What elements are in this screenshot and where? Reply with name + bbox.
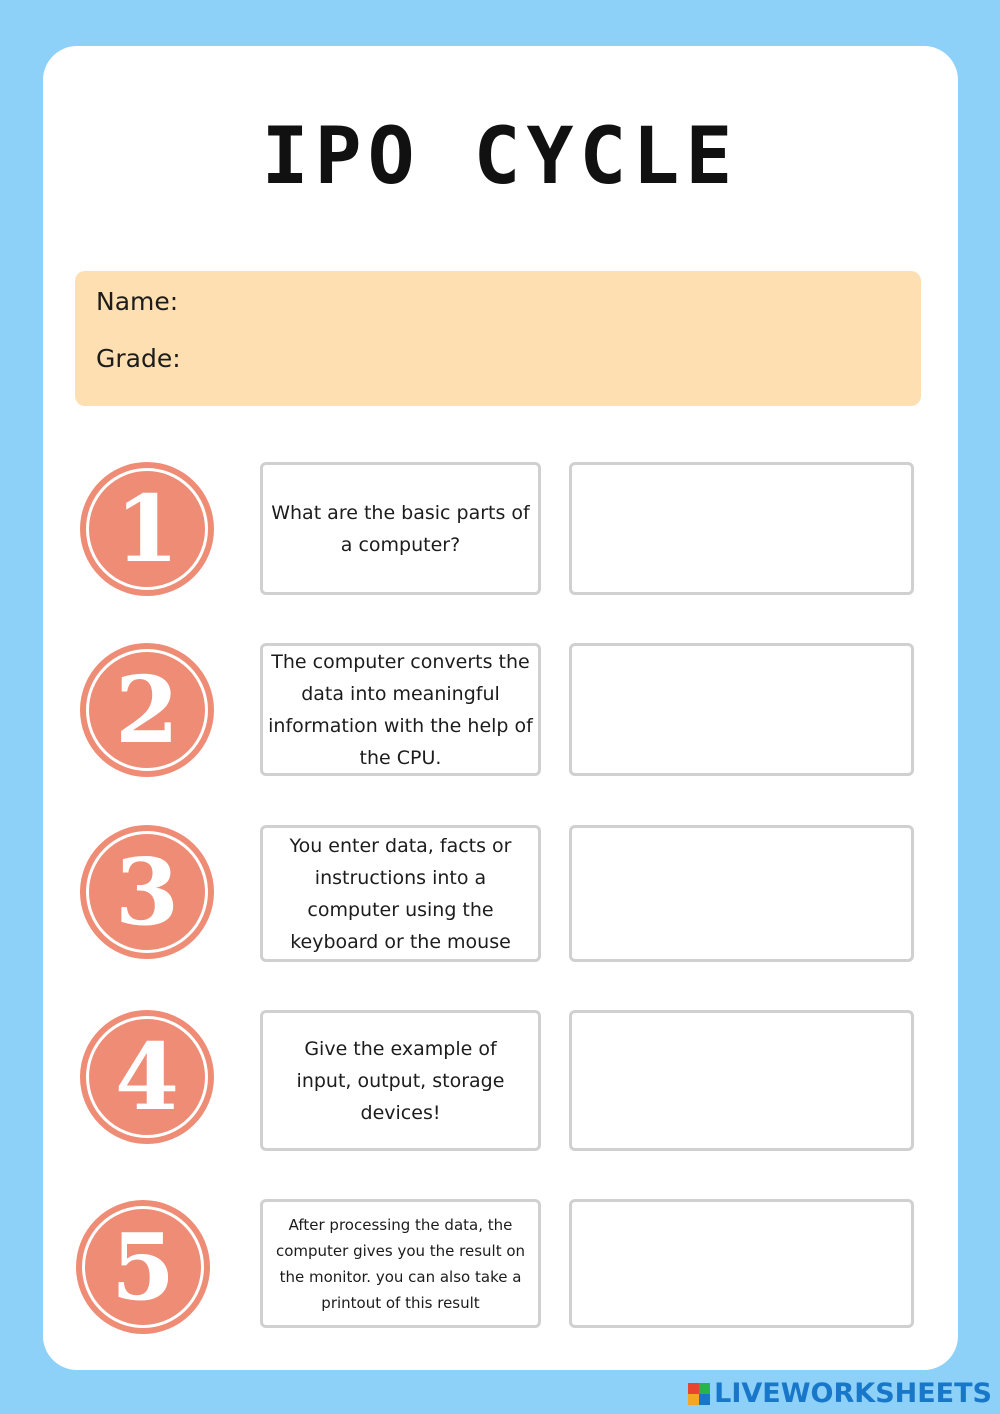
liveworksheets-logo-icon [688, 1383, 710, 1405]
worksheet-title: IPO CYCLE [261, 112, 739, 202]
number-badge-1 [80, 462, 214, 596]
answer-box-4[interactable] [569, 1010, 914, 1151]
answer-box-3[interactable] [569, 825, 914, 962]
logo-text: LIVEWORKSHEETS [714, 1378, 992, 1409]
badge-number: 3 [114, 838, 179, 946]
number-badge-2 [80, 643, 214, 777]
question-box-2 [260, 643, 541, 776]
question-text: The computer converts the data into meaningful information with the help of the CPU. [268, 650, 533, 769]
student-info-box [75, 271, 921, 406]
question-box-3 [260, 825, 541, 962]
number-badge-3 [80, 825, 214, 959]
badge-number: 2 [114, 656, 179, 764]
badge-number: 5 [110, 1213, 175, 1321]
question-box-1 [260, 462, 541, 595]
name-label: Name: [96, 287, 179, 316]
liveworksheets-logo [688, 1378, 992, 1409]
question-box-4 [260, 1010, 541, 1151]
question-text: After processing the data, the computer gives you the result on the monitor. you can also take a printout of this result [275, 1215, 526, 1312]
grade-label: Grade: [96, 344, 181, 373]
answer-box-2[interactable] [569, 643, 914, 776]
number-badge-5 [76, 1200, 210, 1334]
badge-number: 4 [114, 1023, 179, 1131]
answer-box-5[interactable] [569, 1199, 914, 1328]
answer-box-1[interactable] [569, 462, 914, 595]
question-text: Give the example of input, output, storage devices! [296, 1037, 505, 1124]
question-text: What are the basic parts of a computer? [271, 501, 530, 556]
number-badge-4 [80, 1010, 214, 1144]
question-box-5 [260, 1199, 541, 1328]
badge-number: 1 [114, 475, 179, 583]
question-text: You enter data, facts or instructions into a computer using the keyboard or the mouse [289, 834, 512, 953]
